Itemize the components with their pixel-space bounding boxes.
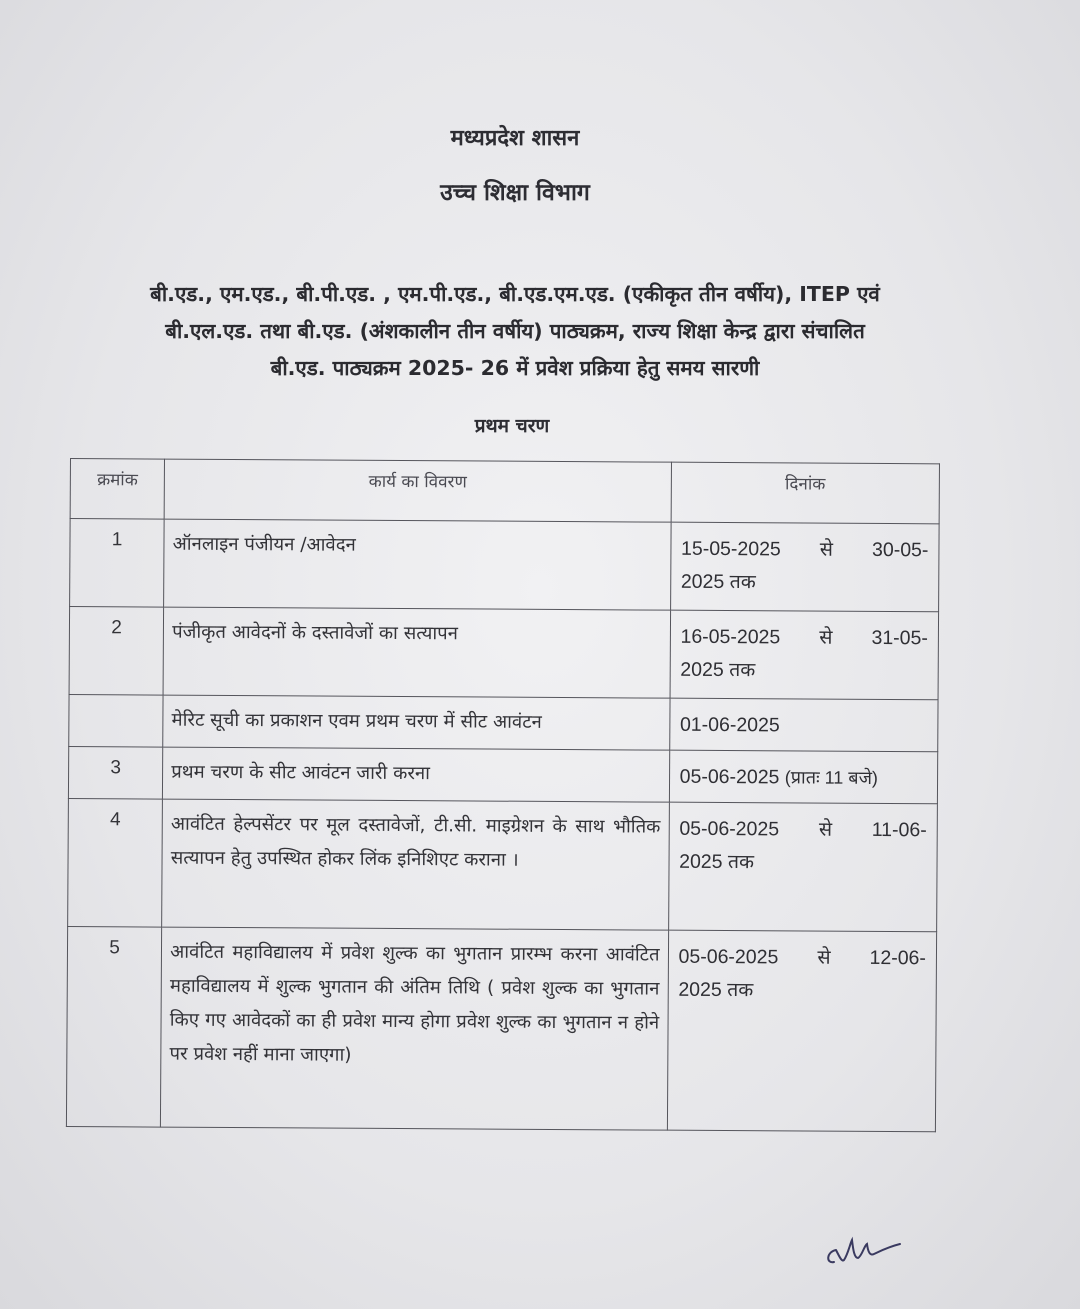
title-line-2: बी.एल.एड. तथा बी.एड. (अंशकालीन तीन वर्षीय) पाठ्यक्रम, राज्य शिक्षा केन्द्र द्वारा संचालित — [165, 319, 865, 343]
date-note: (प्रातः 11 बजे) — [784, 767, 879, 788]
row-description: ऑनलाइन पंजीयन /आवेदन — [164, 519, 671, 610]
row-date — [670, 610, 939, 700]
date-connector: से — [818, 818, 833, 841]
table-row — [66, 926, 936, 1131]
table-row — [69, 607, 939, 700]
row-description: पंजीकृत आवेदनों के दस्तावेजों का सत्यापन — [163, 607, 670, 698]
row-description: आवंटित हेल्पसेंटर पर मूल दस्तावेजों, टी.सी. माइग्रेशन के साथ भौतिक सत्यापन हेतु उपस्थित होकर लिंक इनिशिएट कराना । — [162, 799, 669, 930]
row-serial: 4 — [68, 798, 163, 927]
date-from: 15-05-2025 — [680, 537, 781, 561]
row-date — [668, 802, 937, 932]
table-row — [68, 746, 937, 803]
row-serial: 3 — [68, 746, 163, 799]
date-to: 31-05- — [871, 626, 928, 650]
date-connector: से — [817, 946, 831, 969]
date-to-rest: 2025 तक — [679, 850, 755, 874]
row-date — [670, 522, 939, 612]
row-serial: 2 — [69, 607, 164, 696]
row-date — [669, 750, 938, 804]
row-description: आवंटित महाविद्यालय में प्रवेश शुल्क का भुगतान प्रारम्भ करना आवंटित महाविद्यालय में शुल्क भुगतान की अंतिम तिथि ( प्रवेश शुल्क का भुगतान किए गए आवेदकों का ही प्रवेश मान्य होगा प्रवेश शुल्क का भुगतान न होने पर प्रवेश नहीं माना जाएगा) — [161, 927, 669, 1130]
header-description: कार्य का विवरण — [164, 459, 671, 522]
phase-heading: प्रथम चरण — [474, 415, 550, 437]
date-connector: से — [819, 538, 834, 561]
date-from: 05-06-2025 — [679, 817, 780, 841]
row-serial: 5 — [66, 926, 161, 1127]
header-date: दिनांक — [671, 462, 940, 524]
row-serial — [69, 694, 164, 747]
date-value: 05-06-2025 — [679, 765, 780, 789]
date-from: 05-06-2025 — [678, 945, 779, 969]
table-header-row — [70, 459, 939, 524]
row-date: 01-06-2025 — [669, 698, 938, 752]
document-title — [110, 276, 920, 387]
header-serial: क्रमांक — [70, 459, 165, 520]
date-to: 11-06- — [871, 818, 927, 842]
row-date — [667, 930, 937, 1132]
date-connector: से — [819, 626, 833, 649]
government-heading: मध्यप्रदेश शासन — [450, 126, 580, 151]
date-to-rest: 2025 तक — [678, 978, 754, 1002]
department-heading: उच्च शिक्षा विभाग — [440, 180, 590, 206]
date-to-rest: 2025 तक — [680, 658, 756, 682]
title-line-3: बी.एड. पाठ्यक्रम 2025- 26 में प्रवेश प्रक्रिया हेतु समय सारणी — [270, 356, 760, 380]
row-serial: 1 — [70, 519, 165, 608]
date-from: 16-05-2025 — [680, 625, 781, 649]
title-line-1: बी.एड., एम.एड., बी.पी.एड. , एम.पी.एड., बी.एड.एम.एड. (एकीकृत तीन वर्षीय), ITEP एवं — [150, 282, 880, 306]
signature-mark — [820, 1222, 910, 1282]
date-to: 30-05- — [871, 538, 929, 562]
table-row — [69, 694, 938, 751]
date-to: 12-06- — [869, 946, 927, 970]
schedule-table — [66, 458, 940, 1132]
table-row — [68, 798, 938, 931]
row-description: मेरिट सूची का प्रकाशन एवम प्रथम चरण में सीट आवंटन — [163, 695, 670, 750]
row-description: प्रथम चरण के सीट आवंटन जारी करना — [163, 747, 670, 802]
date-to-rest: 2025 तक — [680, 570, 756, 594]
table-row — [70, 519, 940, 612]
